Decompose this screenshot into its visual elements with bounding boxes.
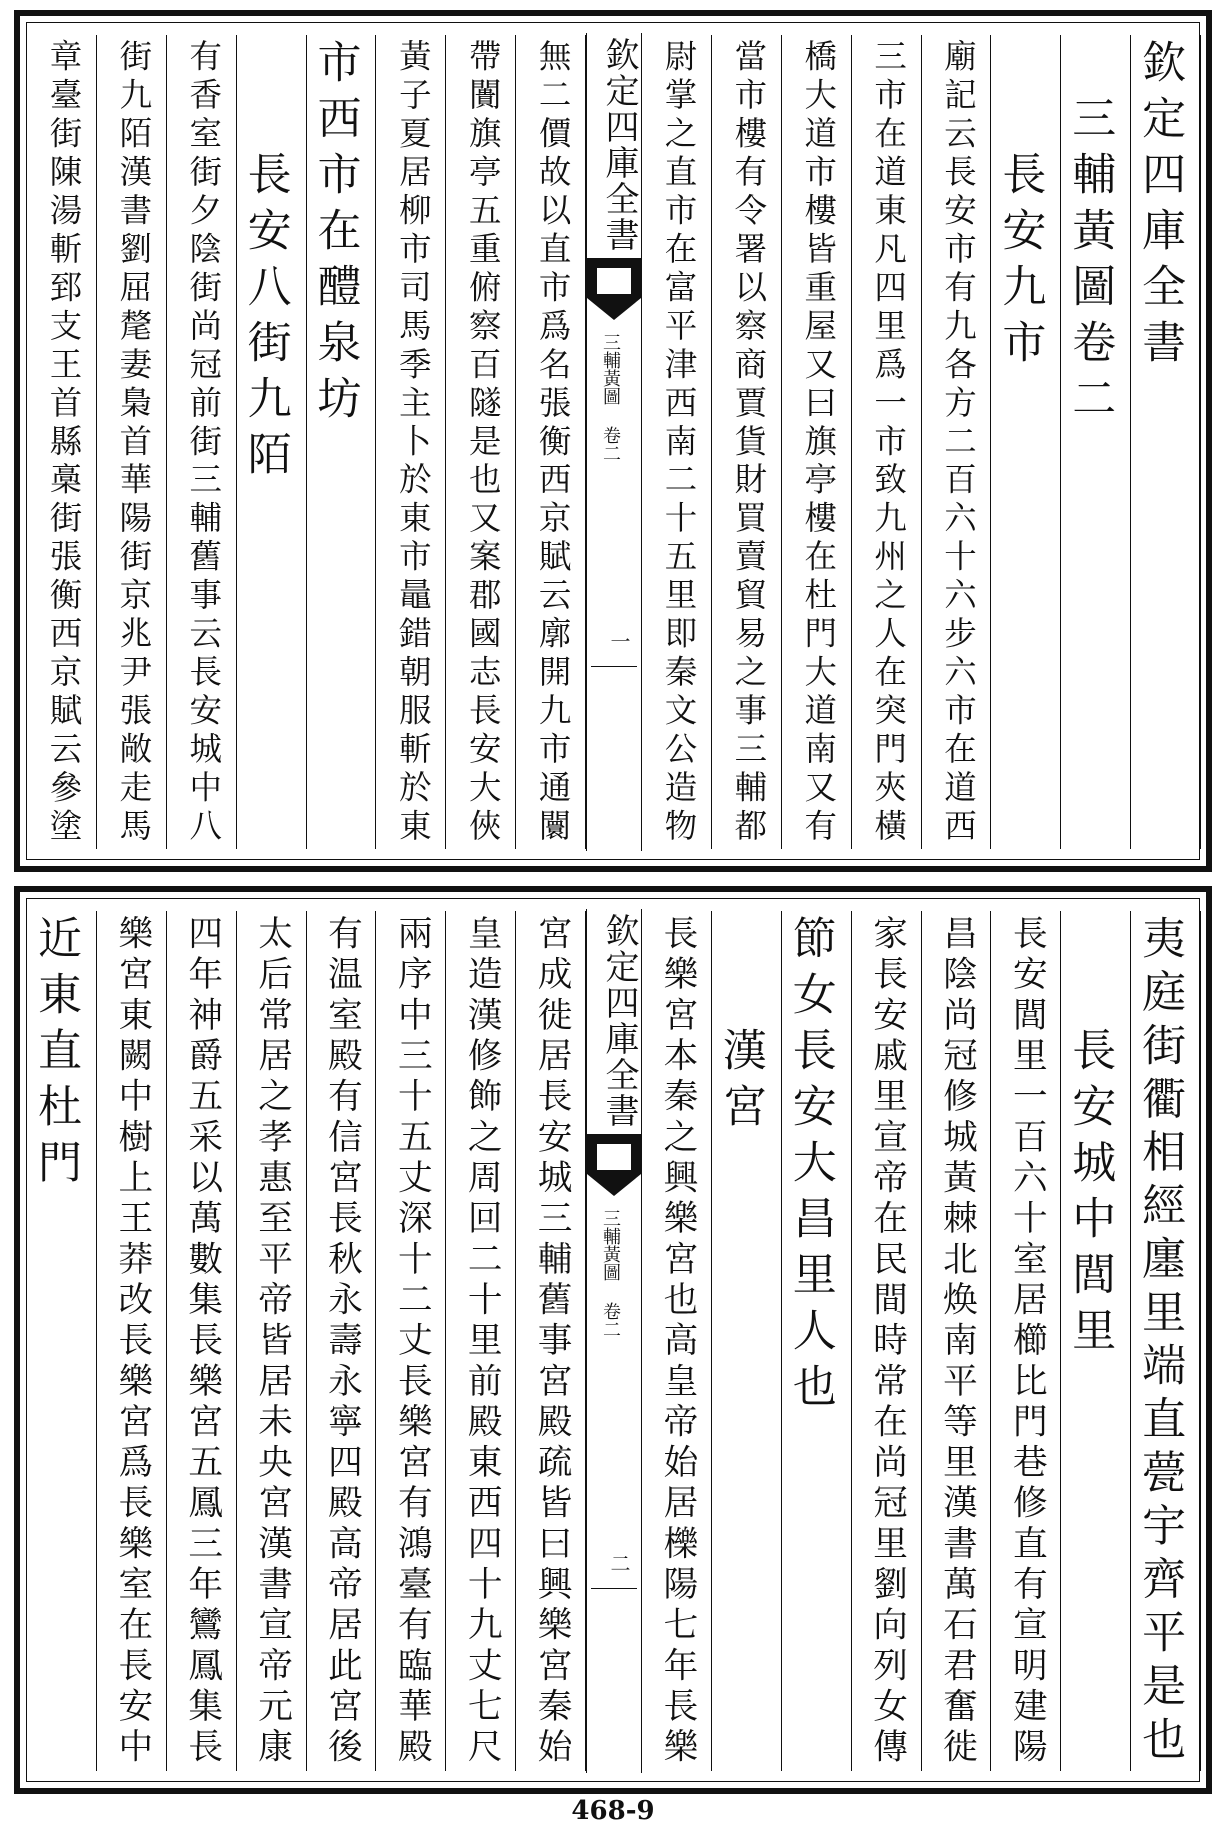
column-text: 市西市在醴泉坊 xyxy=(309,39,361,431)
bottom_page-column xyxy=(712,911,782,1771)
top_page-column xyxy=(446,35,516,849)
column-text: 廟記云長安市有九各方二百六十六步六市在道西 xyxy=(939,39,978,847)
column-text: 三市在道東凡四里爲一市致九州之人在突門夾橫 xyxy=(869,39,908,847)
column-text: 有温室殿有信宮長秋永壽永寧四殿高帝居此宮後 xyxy=(321,915,362,1769)
column-text: 樂宮東闕中樹上王莽改長樂宮爲長樂室在長安中 xyxy=(111,915,152,1769)
bottom_page-column xyxy=(991,911,1061,1771)
fishtail-ornament xyxy=(587,258,641,298)
column-text: 兩序中三十五丈深十二丈長樂宮有鴻臺有臨華殿 xyxy=(391,915,432,1769)
top_page-column xyxy=(642,35,712,849)
bottom_page-column xyxy=(376,911,446,1771)
column-text: 欽定四庫全書 xyxy=(1134,39,1186,375)
top_page-column xyxy=(852,35,922,849)
column-text: 四年神爵五采以萬數集長樂宮五鳳三年鸞鳳集長 xyxy=(181,915,222,1769)
center-banner xyxy=(586,909,642,1773)
top_page-column xyxy=(1061,35,1131,849)
column-text: 長安九市 xyxy=(994,151,1046,375)
column-text: 長安八街九陌 xyxy=(239,151,291,487)
column-text: 黃子夏居柳市司馬季主卜於東市鼂錯朝服斬於東 xyxy=(394,39,433,847)
column-text: 夷庭街衢相經廛里端直甍宇齊平是也 xyxy=(1134,915,1186,1769)
bottom_page-column xyxy=(516,911,586,1771)
column-text: 三輔黃圖卷二 xyxy=(1064,95,1116,431)
column-text: 橋大道市樓皆重屋又曰旗亭樓在杜門大道南又有 xyxy=(799,39,838,847)
bottom_page-column xyxy=(97,911,167,1771)
column-text: 長安城中閭里 xyxy=(1064,1027,1116,1363)
top_page-column xyxy=(27,35,97,849)
page-footer-number: 468-9 xyxy=(571,1796,655,1826)
page-top-frame xyxy=(26,22,1200,860)
bottom_page-column xyxy=(852,911,922,1771)
center-banner xyxy=(586,33,642,851)
column-text: 有香室街夕陰街尚冠前街三輔舊事云長安城中八 xyxy=(184,39,223,847)
bottom_page-column xyxy=(642,911,712,1771)
column-text: 宮成徙居長安城三輔舊事宮殿疏皆曰興樂宮秦始 xyxy=(531,915,572,1769)
banner-page-number: 一 xyxy=(607,631,631,651)
banner-page-number: 二 xyxy=(607,1553,631,1573)
top_page-column xyxy=(237,35,307,849)
bottom_page-column xyxy=(1131,911,1201,1771)
top_page-column xyxy=(1131,35,1201,849)
bottom_page-column xyxy=(307,911,377,1771)
banner-title: 欽定四庫全書 xyxy=(599,37,639,253)
column-text: 太后常居之孝惠至平帝皆居未央宮漢書宣帝元康 xyxy=(251,915,292,1769)
page-top xyxy=(14,10,1212,872)
column-text: 節女長安大昌里人也 xyxy=(784,915,836,1419)
column-text: 家長安戚里宣帝在民間時常在尚冠里劉向列女傳 xyxy=(866,915,907,1769)
top_page-column xyxy=(97,35,167,849)
column-text: 皇造漢修飾之周回二十里前殿東西四十九丈七尺 xyxy=(461,915,502,1769)
column-text: 帶闠旗亭五重俯察百隧是也又案郡國志長安大俠 xyxy=(464,39,503,847)
top_page-column xyxy=(376,35,446,849)
column-text: 尉掌之直市在富平津西南二十五里即秦文公造物 xyxy=(659,39,698,847)
column-text: 昌陰尚冠修城黃棘北焕南平等里漢書萬石君奮徙 xyxy=(936,915,977,1769)
top_page-column xyxy=(782,35,852,849)
column-text: 長安閭里一百六十室居櫛比門巷修直有宣明建陽 xyxy=(1006,915,1047,1769)
column-text: 章臺街陳湯斬郅支王首縣槀街張衡西京賦云參塗 xyxy=(44,39,83,847)
banner-title: 欽定四庫全書 xyxy=(599,913,639,1129)
bottom_page-column xyxy=(446,911,516,1771)
top_page-column xyxy=(167,35,237,849)
column-text: 無二價故以直市爲名張衡西京賦云廓開九市通闤 xyxy=(534,39,573,847)
bottom_page-column xyxy=(167,911,237,1771)
column-text: 近東直杜門 xyxy=(29,915,81,1195)
banner-subtitle: 三輔黃圖 卷二 xyxy=(600,333,621,462)
banner-rule xyxy=(591,666,637,667)
column-text: 當市樓有令署以察商賈貨財買賣貿易之事三輔都 xyxy=(729,39,768,847)
banner-rule xyxy=(591,1588,637,1589)
column-text: 漢宮 xyxy=(714,1027,766,1139)
bottom_page-column xyxy=(922,911,992,1771)
column-text: 街九陌漢書劉屈氂妻梟首華陽街京兆尹張敞走馬 xyxy=(114,39,153,847)
column-text: 長樂宮本秦之興樂宮也高皇帝始居櫟陽七年長樂 xyxy=(656,915,697,1769)
bottom_page-column xyxy=(782,911,852,1771)
top_page-column xyxy=(516,35,586,849)
bottom_page-column xyxy=(237,911,307,1771)
bottom_page-column xyxy=(1061,911,1131,1771)
bottom_page-column xyxy=(27,911,97,1771)
fishtail-ornament xyxy=(587,1134,641,1174)
page-bottom xyxy=(14,886,1212,1794)
top_page-column xyxy=(922,35,992,849)
top_page-column xyxy=(712,35,782,849)
banner-subtitle: 三輔黃圖 卷二 xyxy=(600,1209,621,1338)
top_page-column xyxy=(307,35,377,849)
top_page-column xyxy=(991,35,1061,849)
page-bottom-frame xyxy=(26,898,1200,1782)
